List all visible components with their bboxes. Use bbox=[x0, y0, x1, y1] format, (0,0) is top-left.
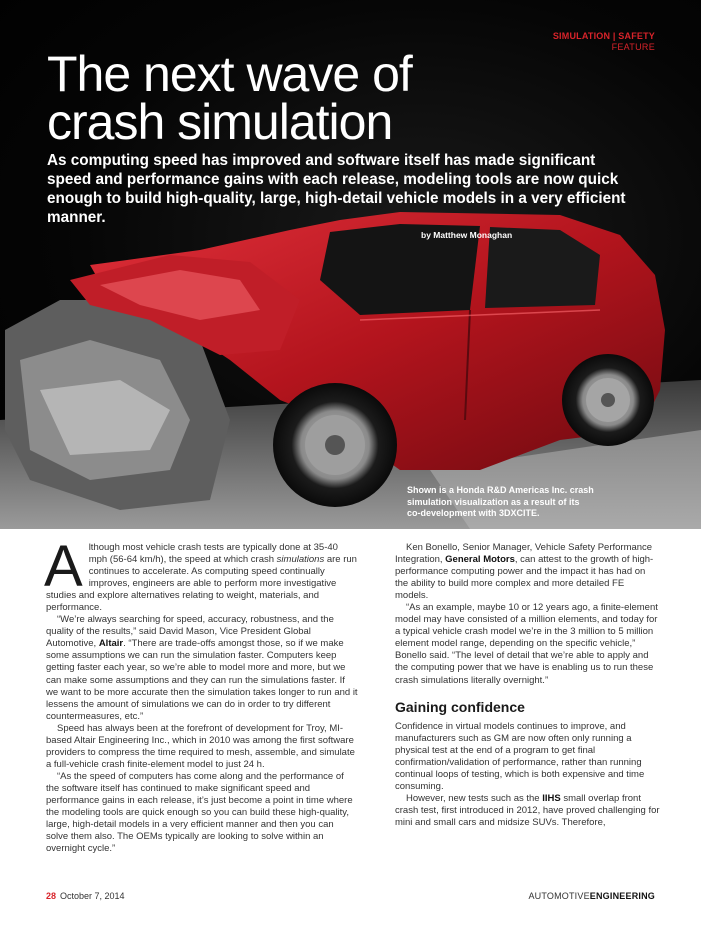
text-emphasis: simulations bbox=[276, 554, 325, 566]
text-run: , can attest to the growth of high-performance computing power and the impact it has had on the ability to build more complex and more detailed FE models. bbox=[395, 554, 654, 602]
section-category: SIMULATION | SAFETY bbox=[552, 31, 655, 41]
deck: As computing speed has improved and software itself has made significant speed and performance gains with each release, modeling tools are now quick enough to build high-quality, large, high-detail vehicle models in a very efficient manner. bbox=[47, 152, 626, 226]
paragraph: “As an example, maybe 10 or 12 years ago, a finite-element model may have consisted of a million elements, and today for a typical vehicle crash model we’re in the 3 million to 5 million element model range, depending on the specific vehicle,” Bonello said. “The level of detail that we’re able to apply and the computing power that we have is enabling us to run these crash simulations literally overnight.” bbox=[395, 602, 658, 686]
text-run: lthough most vehicle crash tests are typically done at 35-40 mph (56-64 km/h), the speed at which crash bbox=[88, 542, 338, 566]
headline-line-2: crash simulation bbox=[47, 94, 393, 150]
paragraph bbox=[395, 793, 660, 829]
company-name: General Motors bbox=[445, 554, 515, 566]
text-run: “We’re always searching for speed, accuracy, robustness, and the quality of the results,” said David Mason, Vice President Global Automotive, bbox=[46, 614, 334, 650]
page-number: 28 bbox=[46, 891, 57, 901]
text-run: . “There are trade-offs amongst those, so if we make some assumptions we can run the simulation faster. Computers keep getting faster each year, so we’re able to model more and more, but we can make some assumptions and they can run the simulations faster. If we want to be more accurate then the simulation takes longer to run and it lessens the amount of simulations we can do in order to try different countermeasures, etc.” bbox=[46, 638, 358, 722]
headline bbox=[47, 46, 607, 150]
text-run: small overlap front crash test, first introduced in 2012, have proved challenging for mini and small cars and midsize SUVs. Therefore, bbox=[395, 792, 660, 828]
issue-date: October 7, 2014 bbox=[60, 891, 125, 901]
section-kind: FEATURE bbox=[611, 42, 655, 52]
caption-line-1: Shown is a Honda R&D Americas Inc. crash bbox=[407, 485, 594, 495]
footer-folio bbox=[46, 891, 125, 901]
caption-line-2: simulation visualization as a result of its bbox=[407, 496, 580, 507]
text-run: are run continues to accelerate. As computing speed continually improves, engineers are able to perform more investigative studies and explore alternatives relating to weight, materials, and performance. bbox=[46, 554, 357, 614]
paragraph bbox=[44, 534, 358, 614]
text-run: However, new tests such as the bbox=[406, 792, 543, 804]
publication-name bbox=[528, 891, 655, 901]
drop-cap: A bbox=[44, 534, 83, 599]
paragraph: Confidence in virtual models continues to improve, and manufacturers such as GM are now often only running a physical test at the end of a program to get final confirmation/validation of performance, rather than running continual loops of testing, which is both expensive and time consuming. bbox=[395, 720, 645, 792]
paragraph bbox=[395, 542, 660, 602]
headline-line-1: The next wave of bbox=[47, 46, 412, 102]
paragraph bbox=[46, 614, 358, 722]
subheading: Gaining confidence bbox=[395, 698, 525, 715]
article-column-right bbox=[395, 542, 660, 829]
paragraph: Speed has always been at the forefront of development for Troy, MI-based Altair Engineering Inc., which in 2010 was among the first software providers to compress the time required to mesh, assemble, and simulate a full-vehicle crash finite-element model to just 24 h. bbox=[46, 722, 355, 770]
company-name: Altair bbox=[98, 638, 124, 650]
caption-line-3: co-development with 3DXCITE. bbox=[407, 508, 540, 518]
publication-suffix: ENGINEERING bbox=[589, 891, 655, 901]
photo-caption bbox=[407, 485, 607, 520]
paragraph: “As the speed of computers has come along and the performance of the software itself has continued to make significant speed and performance gains in each release, it’s just become a point in time where the modeling tools are quick enough so you can build these high-quality, large, high-detail models in a very efficient manner and then you can solve them also. The OEMs typically are looking to solve within an overnight cycle.” bbox=[46, 770, 353, 855]
byline: by Matthew Monaghan bbox=[421, 230, 513, 240]
article-column-left bbox=[44, 534, 358, 855]
text-run: Ken Bonello, Senior Manager, Vehicle Safety Performance Integration, bbox=[395, 542, 653, 566]
publication-prefix: AUTOMOTIVE bbox=[528, 891, 590, 901]
organization-name: IIHS bbox=[542, 792, 561, 804]
